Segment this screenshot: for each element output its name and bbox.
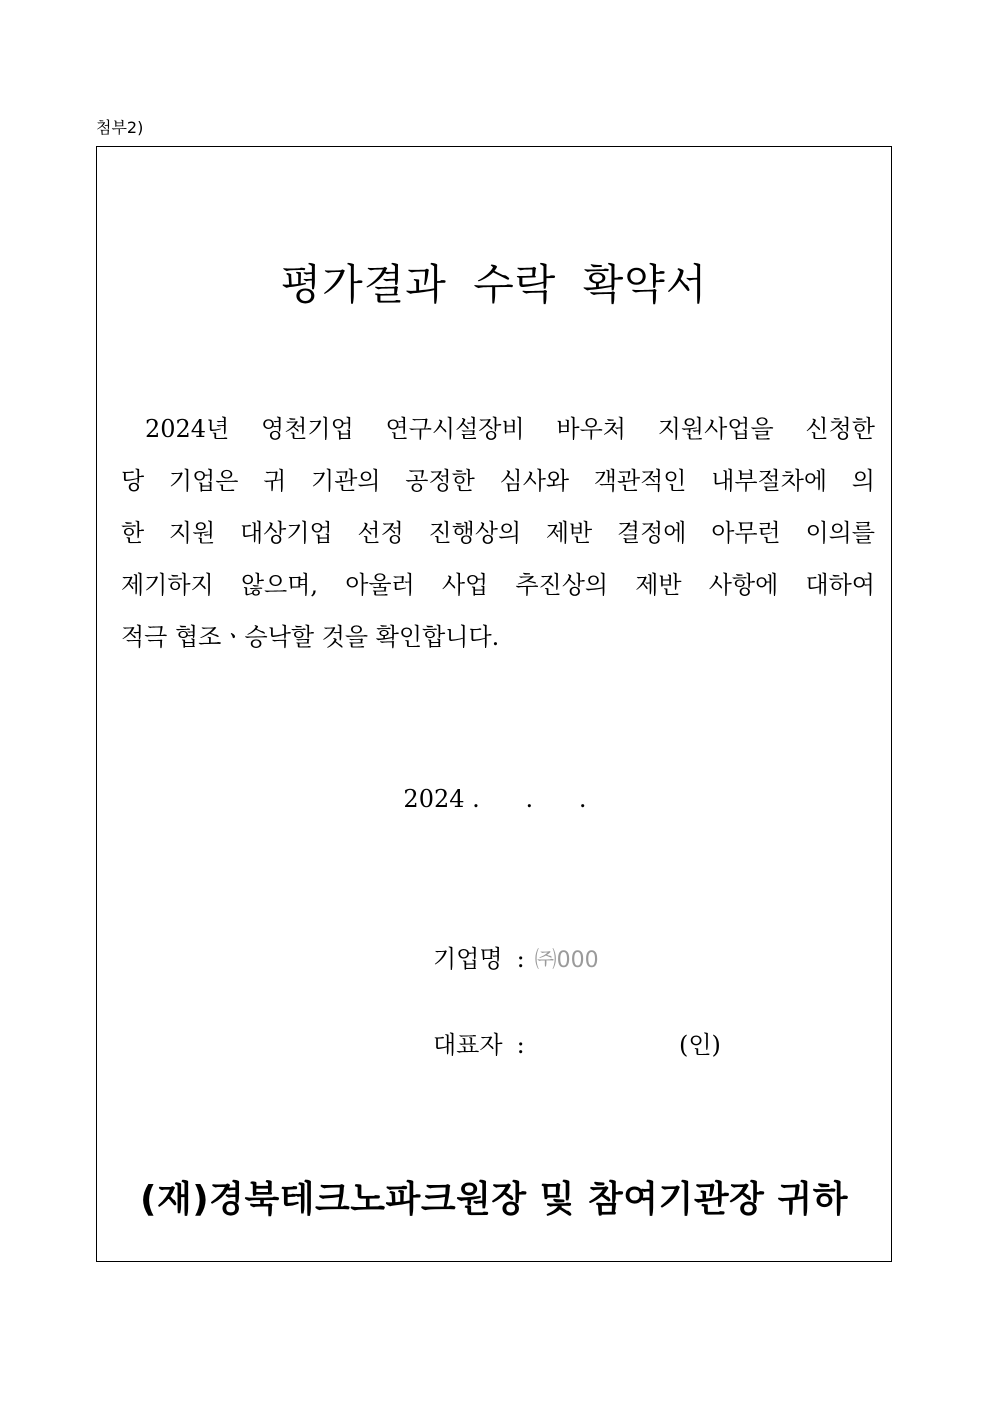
company-label: 기업명: [433, 945, 503, 973]
document-date: 2024 . . .: [403, 785, 587, 813]
attachment-label: 첨부2): [96, 118, 144, 137]
document-frame: [96, 146, 892, 1262]
representative-row: [433, 1029, 753, 1061]
body-line: 당 기업은 귀 기관의 공정한 심사와 객관적인 내부절차에 의: [121, 467, 875, 495]
document-title: 평가결과 수락 확약서: [280, 260, 708, 309]
body-line: 제기하지 않으며, 아울러 사업 추진상의 제반 사항에 대하여: [121, 571, 875, 599]
body-line: 한 지원 대상기업 선정 진행상의 제반 결정에 아무런 이의를: [121, 519, 875, 547]
company-value: ㈜000: [534, 948, 599, 973]
body-line: 적극 협조ㆍ승낙할 것을 확인합니다.: [121, 623, 500, 651]
company-row: [433, 943, 599, 977]
document-body: [121, 403, 875, 663]
representative-separator: :: [516, 1031, 525, 1059]
addressee: (재)경북테크노파크원장 및 참여기관장 귀하: [140, 1179, 848, 1220]
company-separator: :: [516, 945, 525, 973]
body-line: 2024년 영천기업 연구시설장비 바우처 지원사업을 신청한: [145, 415, 875, 443]
representative-label: 대표자: [433, 1031, 503, 1059]
seal-mark: (인): [679, 1031, 721, 1059]
